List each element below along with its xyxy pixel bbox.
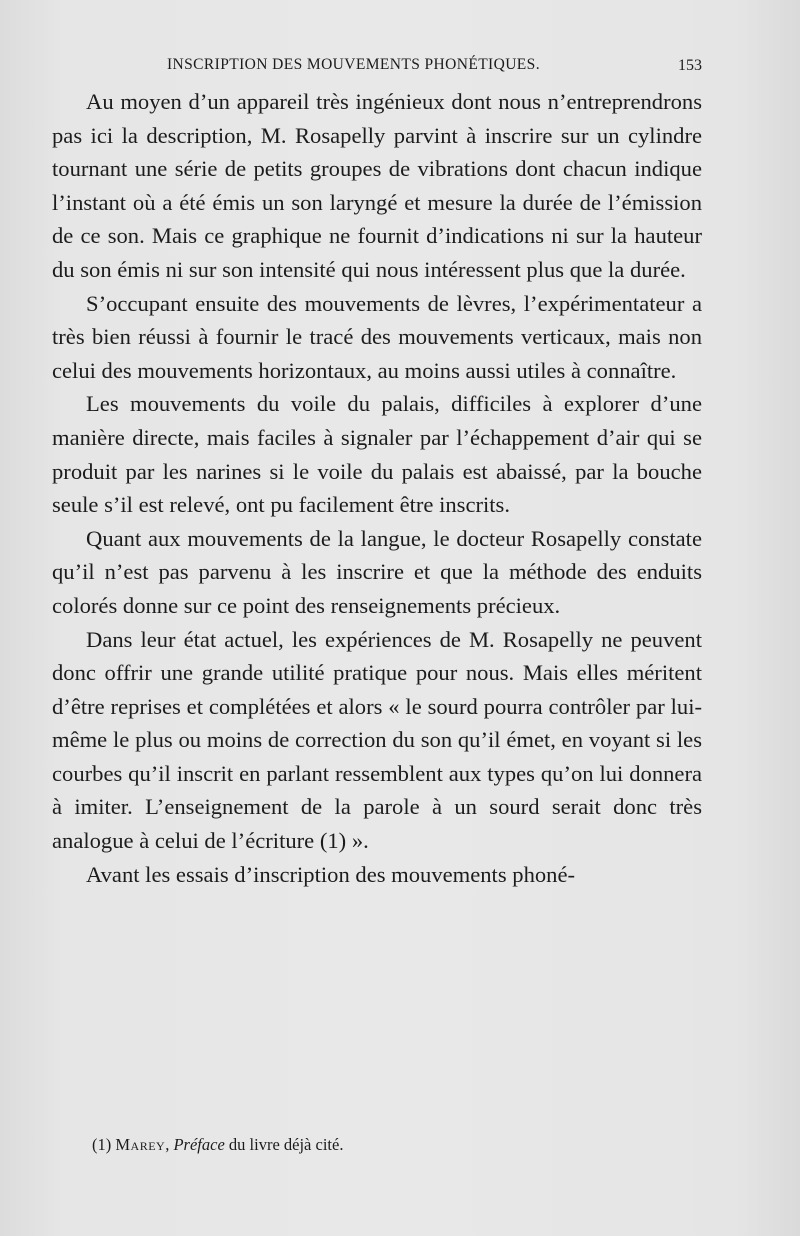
footnote-author: Marey (115, 1135, 166, 1154)
footnote-title: Préface (173, 1135, 225, 1154)
paragraph: Quant aux mouvements de la langue, le docteur Rosapelly constate qu’il n’est pas parvenu à les inscrire et que la méthode des enduits colorés donne sur ce point des renseignements précieux. (52, 525, 702, 618)
paragraph: Les mouvements du voile du palais, difficiles à explorer d’une manière directe, mais faciles à signaler par l’échappement d’air qui se produit par les narines si le voile du palais est abaissé, par la bouche seule s’il est relevé, ont pu facilement être inscrits. (52, 391, 702, 518)
body-text (52, 85, 702, 891)
paragraph: Au moyen d’un appareil très ingénieux dont nous n’entreprendrons pas ici la description, M. Rosapelly parvint à inscrire sur un cylindre tournant une série de petits groupes de vibrations dont chacun indique l’instant où a été émis un son laryngé et mesure la durée de l’émission de ce son. Mais ce graphique ne fournit d’indications ni sur la hauteur du son émis ni sur son intensité qui nous intéressent plus que la durée. (52, 89, 702, 282)
footnote-rest: du livre déjà cité. (224, 1135, 344, 1154)
running-title: INSCRIPTION DES MOUVEMENTS PHONÉTIQUES. (167, 56, 540, 73)
page-number: 153 (678, 57, 702, 74)
footnote-separator: , (165, 1135, 170, 1154)
paragraph: S’occupant ensuite des mouvements de lèvres, l’expérimentateur a très bien réussi à fournir le tracé des mouvements verticaux, mais non celui des mouvements horizontaux, au moins aussi utiles à connaître. (52, 290, 702, 383)
footnote-marker: (1) (92, 1135, 112, 1154)
page-header (52, 56, 702, 80)
paragraph: Dans leur état actuel, les expériences de M. Rosapelly ne peuvent donc offrir une grande utilité pratique pour nous. Mais elles méritent d’être reprises et complétées et alors « le sourd pourra contrôler par lui-même le plus ou moins de correction du son qu’il émet, en voyant si les courbes qu’il inscrit en parlant ressemblent aux types qu’on lui donnera à imiter. L’enseignement de la parole à un sourd serait donc très analogue à celui de l’écriture (1) ». (52, 626, 702, 854)
paragraph: Avant les essais d’inscription des mouvements phoné- (86, 861, 576, 887)
footnote (92, 1135, 692, 1155)
